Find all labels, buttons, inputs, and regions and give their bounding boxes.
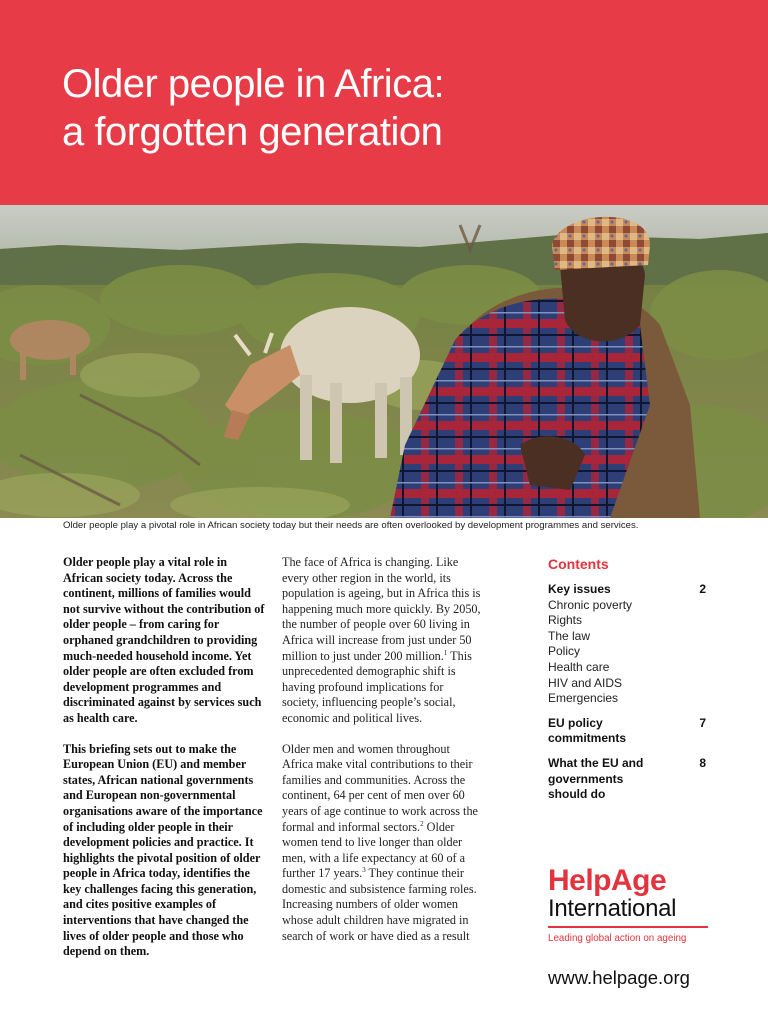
body-text: This unprecedented demographic shift is having profound implications for society, influencing people’s social, economic and political lives. — [282, 648, 472, 725]
toc-subitem: Policy — [548, 644, 581, 659]
toc-subitem: Health care — [548, 659, 610, 674]
body-paragraph-2 — [282, 742, 482, 945]
contents-heading: Contents — [548, 556, 609, 572]
title-line-2: a forgotten generation — [62, 110, 443, 154]
cover-photo — [0, 205, 768, 518]
toc-label — [548, 756, 643, 803]
logo-wordmark-international: International — [548, 895, 677, 922]
footnote-ref: 2 — [420, 819, 424, 828]
website-link[interactable]: www.helpage.org — [548, 967, 690, 988]
toc-page-number: 2 — [699, 582, 706, 596]
toc-label-line: What the EU and — [548, 755, 644, 770]
toc-section-what-eu-should-do[interactable] — [548, 756, 706, 803]
body-text: The face of Africa is changing. Like every other region in the world, its population is ageing, but in Africa this is happening much more quickly. By 2050, the number of people over 60 living in Africa will increase from just under 50 million to just under 200 million. — [282, 555, 481, 663]
logo-tagline: Leading global action on ageing — [548, 933, 687, 944]
toc-label: Key issues — [548, 582, 611, 596]
photo-caption: Older people play a pivotal role in African society today but their needs are often overlooked by development programmes and services. — [63, 520, 639, 531]
intro-paragraph-1: Older people play a vital role in African society today. Across the continent, millions of families would not survive without the contribution of older people – from caring for orphaned grandchildren to providing much-needed household income. Yet older people are often excluded from development programmes and discriminated against by services such as health care. — [63, 555, 265, 725]
intro-column — [63, 555, 268, 975]
body-text: Older women tend to live longer than older men, with a life expectancy at 60 of a further 17 years. — [282, 819, 466, 881]
toc-subitem: HIV and AIDS — [548, 675, 623, 690]
body-text: They continue their domestic and subsistence farming roles. Increasing numbers of older women whose adult children have migrated in search of work or have died as a result — [282, 866, 477, 943]
toc-section-key-issues[interactable] — [548, 582, 706, 707]
title-line-1: Older people in Africa: — [62, 62, 445, 106]
toc-label-line: EU policy — [548, 715, 603, 730]
title-banner — [0, 0, 768, 205]
logo-divider — [548, 926, 708, 928]
intro-paragraph-2: This briefing sets out to make the European Union (EU) and member states, African national governments and European non-governmental organisations aware of the importance of including older people in their development policies and practice. It highlights the pivotal position of older people in Africa today, identifies the key challenges facing this generation, and cites positive examples of interventions that have changed the lives of older people and those who depend on them. — [63, 741, 263, 959]
contents-box — [548, 556, 706, 812]
body-text: Older men and women throughout Africa make vital contributions to their families and communities. Across the continent, 64 per cent of men over 60 years of age continue to work across the formal and informal sectors. — [282, 741, 478, 834]
toc-subitem: Rights — [548, 613, 583, 628]
toc-page-number: 7 — [699, 715, 706, 730]
toc-subitem: The law — [548, 628, 591, 643]
logo-wordmark-helpage: HelpAge — [548, 864, 667, 897]
footnote-ref: 1 — [443, 648, 448, 657]
helpage-logo — [548, 866, 708, 945]
toc-label — [548, 716, 626, 747]
toc-subitem: Emergencies — [548, 691, 619, 706]
toc-row — [548, 582, 706, 598]
toc-label-line: should do — [548, 787, 606, 802]
toc-section-eu-policy[interactable] — [548, 716, 706, 747]
footnote-ref: 3 — [362, 866, 366, 875]
page-title — [62, 60, 444, 156]
toc-row — [548, 756, 706, 803]
body-paragraph-1 — [282, 555, 482, 727]
toc-row — [548, 716, 706, 747]
toc-subitem: Chronic poverty — [548, 597, 633, 612]
toc-label-line: commitments — [548, 731, 627, 746]
toc-page-number: 8 — [699, 755, 706, 770]
body-column — [282, 555, 482, 959]
toc-label-line: governments — [548, 771, 624, 786]
